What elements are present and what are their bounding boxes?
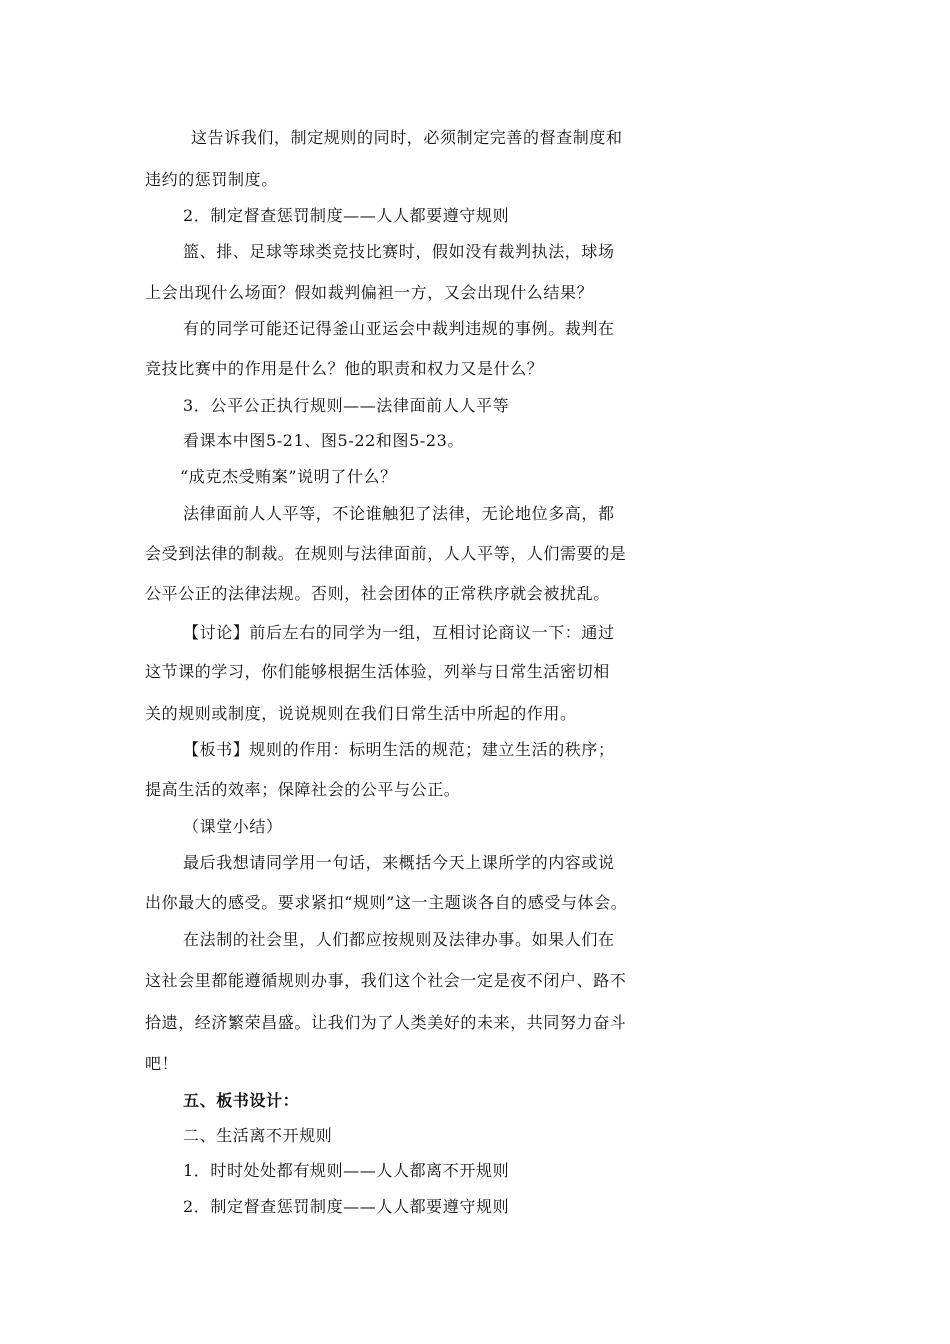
outline-item: 2．制定督查惩罚制度——人人都要遵守规则 — [183, 1197, 510, 1216]
paragraph-line: 关的规则或制度，说说规则在我们日常生活中所起的作用。 — [145, 704, 577, 723]
paragraph-line: 篮、排、足球等球类竞技比赛时，假如没有裁判执法，球场 — [183, 242, 615, 261]
paragraph-line: 提高生活的效率；保障社会的公平与公正。 — [145, 780, 461, 799]
paragraph-line: 这社会里都能遵循规则办事，我们这个社会一定是夜不闭户、路不 — [145, 971, 627, 990]
paragraph-line: “成克杰受贿案”说明了什么？ — [180, 467, 397, 486]
paragraph-line: 这告诉我们，制定规则的同时，必须制定完善的督查制度和 — [191, 128, 623, 147]
paragraph-line: 在法制的社会里，人们都应按规则及法律办事。如果人们在 — [183, 930, 615, 949]
outline-item: 1．时时处处都有规则——人人都离不开规则 — [183, 1161, 510, 1180]
paragraph-line: 看课本中图5-21、图5-22和图5-23。 — [183, 431, 465, 450]
paragraph-line: 出你最大的感受。要求紧扣“规则”这一主题谈各自的感受与体会。 — [145, 893, 628, 912]
paragraph-line: 吧！ — [145, 1054, 179, 1073]
outline-item: 二、生活离不开规则 — [183, 1126, 333, 1145]
paragraph-line: 违约的惩罚制度。 — [145, 170, 278, 189]
paragraph-line: 会受到法律的制裁。在规则与法律面前，人人平等，人们需要的是 — [145, 544, 627, 563]
section-heading: 2．制定督查惩罚制度——人人都要遵守规则 — [183, 206, 510, 225]
paragraph-line: 法律面前人人平等，不论谁触犯了法律，无论地位多高，都 — [183, 504, 615, 523]
paragraph-line: （课堂小结） — [183, 817, 283, 836]
paragraph-line: 【板书】规则的作用：标明生活的规范；建立生活的秩序； — [183, 740, 615, 759]
paragraph-line: 这节课的学习，你们能够根据生活体验，列举与日常生活密切相 — [145, 662, 610, 681]
paragraph-line: 公平公正的法律法规。否则，社会团体的正常秩序就会被扰乱。 — [145, 584, 610, 603]
section-title: 五、板书设计： — [183, 1091, 300, 1110]
paragraph-line: 最后我想请同学用一句话，来概括今天上课所学的内容或说 — [183, 853, 615, 872]
section-heading: 3．公平公正执行规则——法律面前人人平等 — [183, 396, 510, 415]
paragraph-line: 竞技比赛中的作用是什么？他的职责和权力又是什么？ — [145, 359, 544, 378]
paragraph-line: 拾遗，经济繁荣昌盛。让我们为了人类美好的未来，共同努力奋斗 — [145, 1013, 627, 1032]
paragraph-line: 【讨论】前后左右的同学为一组，互相讨论商议一下：通过 — [183, 623, 615, 642]
paragraph-line: 有的同学可能还记得釜山亚运会中裁判违规的事例。裁判在 — [183, 319, 615, 338]
paragraph-line: 上会出现什么场面？假如裁判偏袒一方，又会出现什么结果？ — [145, 283, 594, 302]
